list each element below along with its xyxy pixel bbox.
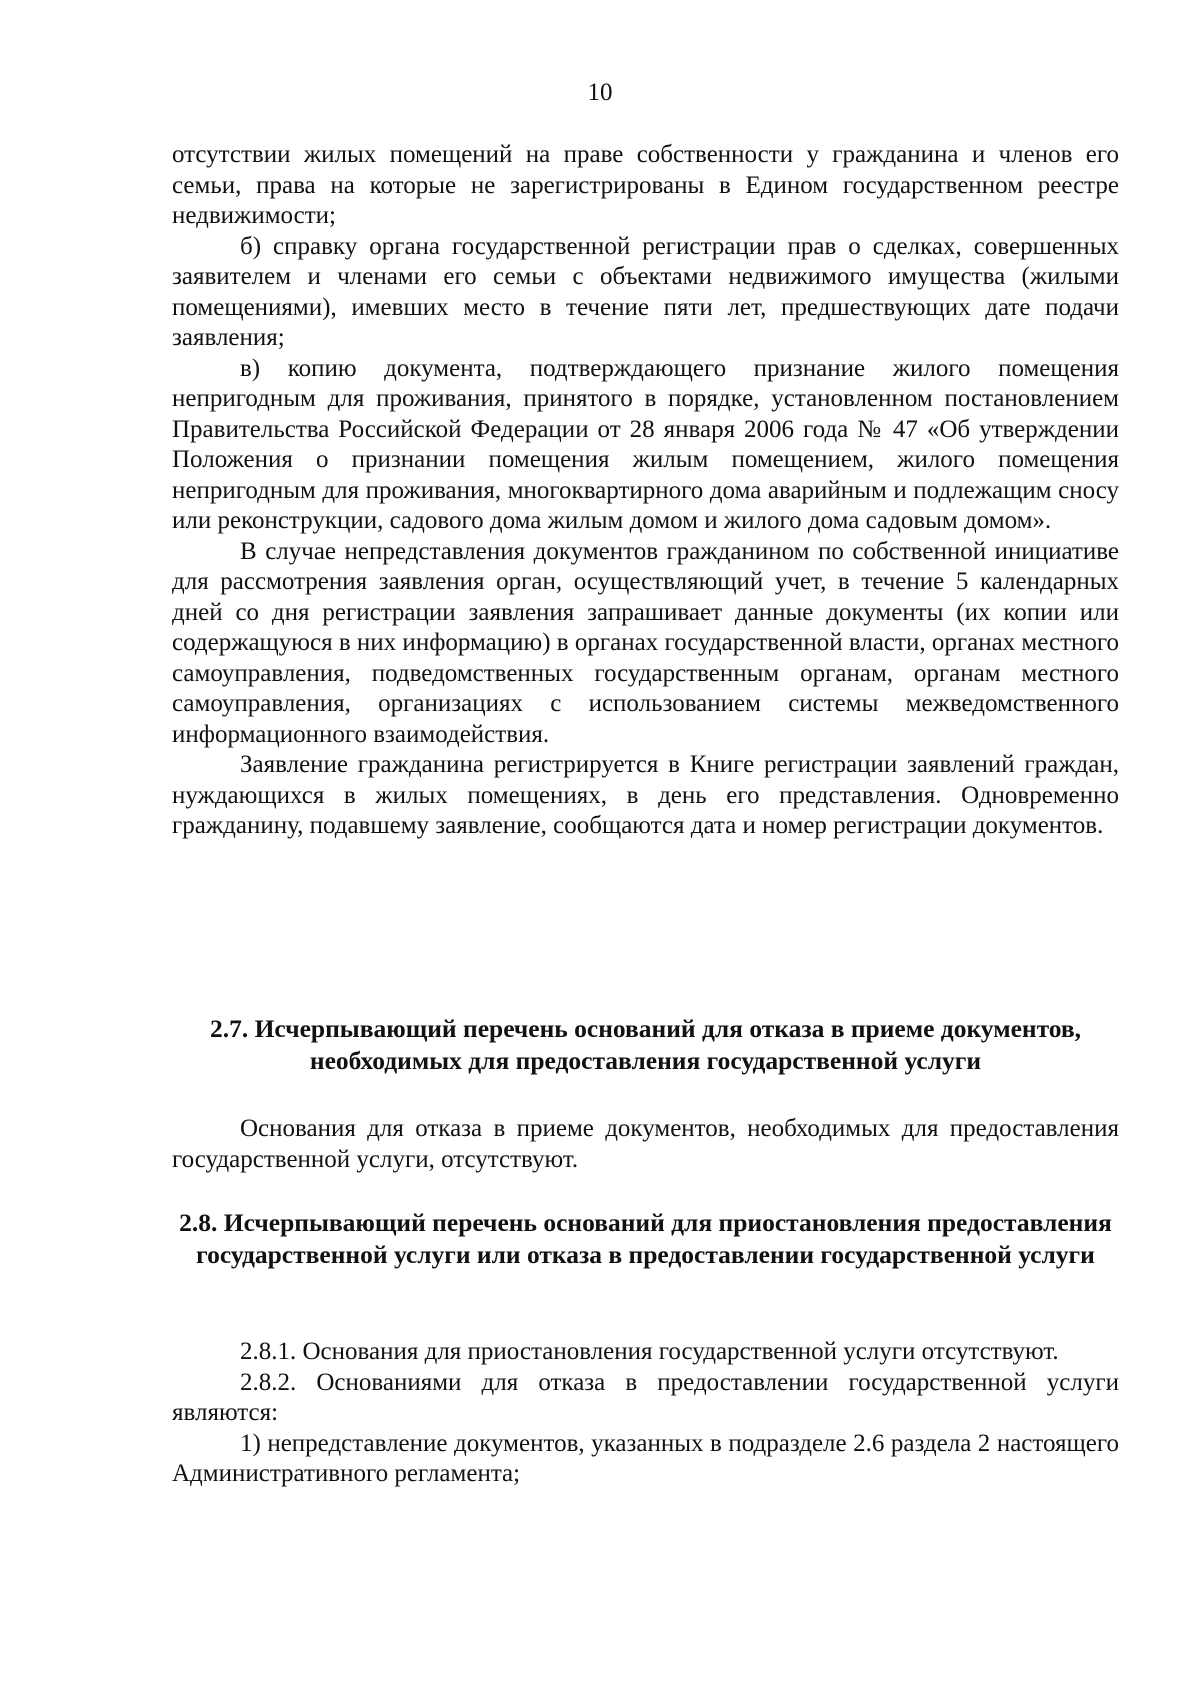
paragraph-2-8-2: 2.8.2. Основаниями для отказа в предоставлении государственной услуги являются:	[172, 1368, 1119, 1426]
section-2-8-heading: 2.8. Исчерпывающий перечень оснований для приостановления предоставления государственной услуги или отказа в предоставлении государственной услуги	[179, 1208, 1112, 1269]
body-block-1	[172, 140, 1119, 842]
paragraph-ownership-continuation: отсутствии жилых помещений на праве собственности у гражданина и членов его семьи, права на которые не зарегистрированы в Едином государственном реестре недвижимости;	[172, 141, 1119, 229]
paragraph-request-documents: В случае непредставления документов гражданином по собственной инициативе для рассмотрения заявления орган, осуществляющий учет, в течение 5 календарных дней со дня регистрации заявления запрашивает данные документы (их копии или содержащуюся в них информацию) в органах государственной власти, органах местного самоуправления, подведомственных государственным органам, органам местного самоуправления, организациях с использованием системы межведомственного информационного взаимодействия.	[172, 537, 1119, 748]
paragraph-registration: Заявление гражданина регистрируется в Книге регистрации заявлений граждан, нуждающихся в жилых помещениях, в день его представления. Одновременно гражданину, подавшему заявление, сообщаются дата и номер регистрации документов.	[172, 751, 1119, 839]
paragraph-no-refusal-grounds: Основания для отказа в приеме документов, необходимых для предоставления государственной услуги, отсутствуют.	[172, 1115, 1119, 1173]
paragraph-item-v: в) копию документа, подтверждающего признание жилого помещения непригодным для проживания, принятого в порядке, установленном постановлением Правительства Российской Федерации от 28 января 2006 года № 47 «Об утверждении Положения о признании помещения жилым помещением, жилого помещения непригодным для проживания, многоквартирного дома аварийным и подлежащим сносу или реконструкции, садового дома жилым домом и жилого дома садовым домом».	[172, 354, 1119, 534]
paragraph-item-b: б) справку органа государственной регистрации прав о сделках, совершенных заявителем и членами его семьи с объектами недвижимого имущества (жилыми помещениями), имевших место в течение пяти лет, предшествующих дате подачи заявления;	[172, 232, 1119, 351]
paragraph-item-1: 1) непредставление документов, указанных в подразделе 2.6 раздела 2 настоящего Административного регламента;	[172, 1429, 1119, 1487]
section-2-8-body	[172, 1337, 1119, 1490]
paragraph-2-8-1: 2.8.1. Основания для приостановления государственной услуги отсутствуют.	[240, 1338, 1059, 1365]
section-2-7-heading: 2.7. Исчерпывающий перечень оснований для отказа в приеме документов, необходимых для предоставления государственной услуги	[209, 1014, 1082, 1075]
page-number: 10	[587, 79, 613, 106]
section-2-7-body	[172, 1114, 1119, 1175]
